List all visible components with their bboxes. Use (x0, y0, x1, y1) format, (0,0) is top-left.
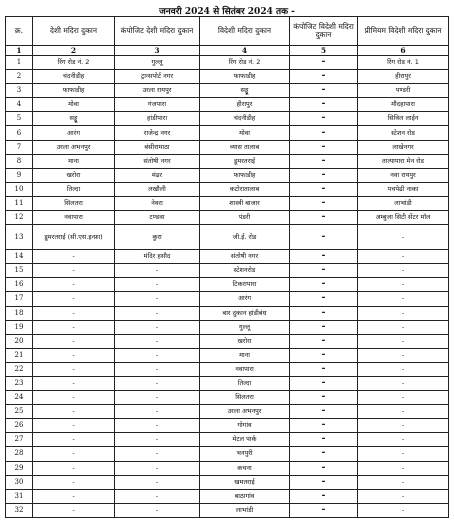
table-cell: अम्बुजा सिटी सेंटर मॉल (358, 211, 449, 225)
header-cell: विदेशी मदिरा दुकान (200, 17, 290, 46)
table-cell: - (33, 362, 115, 376)
serial-cell: 13 (6, 225, 33, 250)
table-cell: भनपुरी (200, 447, 290, 461)
table-row (6, 376, 449, 390)
serial-cell: 27 (6, 433, 33, 447)
table-cell: मेटल पार्क (200, 433, 290, 447)
table-cell: मंदिर हसौद (115, 250, 200, 264)
table-cell: उरला अभनपुर (200, 405, 290, 419)
column-number: 1 (6, 46, 33, 56)
table-cell: - (290, 225, 358, 250)
table-cell: - (290, 405, 358, 419)
table-cell: मोवा (33, 98, 115, 112)
column-number: 2 (33, 46, 115, 56)
table-cell: - (33, 278, 115, 292)
table-cell: - (290, 447, 358, 461)
table-cell: - (115, 475, 200, 489)
table-cell: टण्डवा (115, 211, 200, 225)
table-cell: टिकरापारा (200, 278, 290, 292)
table-cell: - (33, 419, 115, 433)
table-cell: - (358, 419, 449, 433)
table-body (6, 46, 449, 518)
table-cell: मोवा (200, 126, 290, 140)
table-cell: - (358, 475, 449, 489)
table-cell: बार दुकान हांडीबंध (200, 306, 290, 320)
table-row (6, 334, 449, 348)
table-cell: - (290, 292, 358, 306)
table-cell: संतोषी नगर (200, 250, 290, 264)
serial-cell: 4 (6, 98, 33, 112)
table-row (6, 112, 449, 126)
table-cell: - (290, 278, 358, 292)
table-cell: नवापारा (200, 362, 290, 376)
table-cell: - (115, 278, 200, 292)
table-cell: लखौली (115, 182, 200, 196)
shop-table (5, 16, 449, 518)
table-cell: आरंग (200, 292, 290, 306)
table-cell: - (290, 348, 358, 362)
table-cell: - (33, 292, 115, 306)
table-cell: - (115, 405, 200, 419)
table-cell: - (358, 376, 449, 390)
header-cell: क्र. (6, 17, 33, 46)
table-cell: - (358, 278, 449, 292)
table-cell: - (290, 168, 358, 182)
table-cell: राजेन्द्र नगर (115, 126, 200, 140)
table-cell: सिलतरा (33, 196, 115, 210)
table-cell: - (290, 475, 358, 489)
table-cell: - (33, 348, 115, 362)
table-cell: फाफाडीह (200, 168, 290, 182)
serial-cell: 6 (6, 126, 33, 140)
table-cell: बंसीरामाठा (115, 140, 200, 154)
table-cell: बाठागांव (200, 489, 290, 503)
table-cell: - (358, 292, 449, 306)
table-cell: - (358, 348, 449, 362)
table-cell: - (290, 196, 358, 210)
table-row (6, 126, 449, 140)
table-cell: रिंग रोड नं. 2 (33, 56, 115, 70)
table-cell: - (115, 391, 200, 405)
table-cell: - (115, 348, 200, 362)
table-cell: - (33, 334, 115, 348)
table-cell: सिलतरा (200, 391, 290, 405)
table-cell: - (290, 112, 358, 126)
table-cell: पण्डरी (358, 84, 449, 98)
table-cell: - (290, 391, 358, 405)
table-cell: - (290, 433, 358, 447)
table-cell: गंजपारा (115, 98, 200, 112)
table-cell: - (115, 306, 200, 320)
serial-cell: 20 (6, 334, 33, 348)
table-row (6, 419, 449, 433)
serial-cell: 7 (6, 140, 33, 154)
table-cell: फाफाडीह (200, 70, 290, 84)
table-cell: खरोरा (200, 334, 290, 348)
table-cell: आरंग (33, 126, 115, 140)
table-cell: रिंग रोड नं. 1 (358, 56, 449, 70)
serial-cell: 18 (6, 306, 33, 320)
serial-cell: 23 (6, 376, 33, 390)
table-cell: हांडीपारा (115, 112, 200, 126)
table-cell: फाफाडीह (33, 84, 115, 98)
table-row (6, 348, 449, 362)
table-cell: सिविल लाईन (358, 112, 449, 126)
table-row (6, 306, 449, 320)
table-cell: - (290, 264, 358, 278)
column-number: 5 (290, 46, 358, 56)
table-cell: नेवरा (115, 196, 200, 210)
table-cell: - (33, 433, 115, 447)
table-row (6, 447, 449, 461)
column-number: 3 (115, 46, 200, 56)
table-cell: - (33, 475, 115, 489)
table-cell: सड्डू (200, 84, 290, 98)
table-row (6, 84, 449, 98)
column-number: 4 (200, 46, 290, 56)
serial-cell: 9 (6, 168, 33, 182)
table-cell: - (33, 447, 115, 461)
table-cell: - (115, 489, 200, 503)
table-row (6, 264, 449, 278)
serial-cell: 16 (6, 278, 33, 292)
table-cell: - (290, 362, 358, 376)
table-cell: शास्त्री बाजार (200, 196, 290, 210)
table-cell: - (115, 433, 200, 447)
table-cell: - (115, 334, 200, 348)
table-cell: - (115, 447, 200, 461)
table-row (6, 320, 449, 334)
table-cell: लाभांडी (358, 196, 449, 210)
table-cell: स्टेशन रोड (358, 126, 449, 140)
table-cell: - (115, 264, 200, 278)
serial-cell: 22 (6, 362, 33, 376)
column-number-row (6, 46, 449, 56)
table-cell: - (115, 362, 200, 376)
table-cell: - (358, 391, 449, 405)
table-cell: संतोषी नगर (115, 154, 200, 168)
header-cell: कंपोजिट विदेशी मदिरा दुकान (290, 17, 358, 46)
serial-cell: 10 (6, 182, 33, 196)
table-cell: तिल्दा (200, 376, 290, 390)
table-cell: व्यास तालाब (200, 140, 290, 154)
table-row (6, 405, 449, 419)
serial-cell: 8 (6, 154, 33, 168)
table-cell: हीरापुर (358, 70, 449, 84)
table-cell: हीरापुर (200, 98, 290, 112)
table-cell: सड्डू (33, 112, 115, 126)
table-cell: - (290, 98, 358, 112)
table-cell: - (358, 250, 449, 264)
table-cell: - (358, 405, 449, 419)
table-cell: - (358, 320, 449, 334)
serial-cell: 14 (6, 250, 33, 264)
table-cell: - (33, 391, 115, 405)
table-cell: - (33, 320, 115, 334)
table-cell: - (33, 503, 115, 517)
table-cell: पचपेढी नाका (358, 182, 449, 196)
table-cell: उरला रायपुर (115, 84, 200, 98)
table-cell: - (290, 503, 358, 517)
table-cell: - (290, 70, 358, 84)
header-cell: कंपोजिट देशी मदिरा दुकान (115, 17, 200, 46)
table-cell: - (290, 419, 358, 433)
table-cell: मौदहापारा (358, 98, 449, 112)
table-cell: - (33, 461, 115, 475)
table-row (6, 140, 449, 154)
table-cell: रिंग रोड नं. 2 (200, 56, 290, 70)
table-cell: स्टेशनरोड (200, 264, 290, 278)
table-cell: - (358, 433, 449, 447)
table-cell: - (33, 376, 115, 390)
serial-cell: 5 (6, 112, 33, 126)
table-cell: - (290, 461, 358, 475)
serial-cell: 19 (6, 320, 33, 334)
table-row (6, 211, 449, 225)
table-row (6, 292, 449, 306)
table-cell: गोगांव (200, 419, 290, 433)
table-row (6, 278, 449, 292)
column-number: 6 (358, 46, 449, 56)
table-cell: - (290, 320, 358, 334)
table-cell: ट्रान्सपोर्ट नगर (115, 70, 200, 84)
table-row (6, 250, 449, 264)
serial-cell: 29 (6, 461, 33, 475)
table-cell: - (33, 306, 115, 320)
serial-cell: 24 (6, 391, 33, 405)
table-cell: खमतराई (200, 475, 290, 489)
header-row (6, 17, 449, 46)
table-row (6, 98, 449, 112)
table-row (6, 154, 449, 168)
table-row (6, 182, 449, 196)
table-cell: - (115, 376, 200, 390)
table-row (6, 475, 449, 489)
table-cell: लाभांडी (200, 503, 290, 517)
table-cell: - (358, 306, 449, 320)
table-cell: तात्यापारा मेन रोड (358, 154, 449, 168)
header-cell: देशी मदिरा दुकान (33, 17, 115, 46)
table-cell: - (33, 489, 115, 503)
header-cell: प्रीमियम विदेशी मदिरा दुकान (358, 17, 449, 46)
serial-cell: 30 (6, 475, 33, 489)
table-cell: - (290, 334, 358, 348)
table-cell: चंदनीडीह (200, 112, 290, 126)
table-row (6, 362, 449, 376)
serial-cell: 1 (6, 56, 33, 70)
table-cell: डूमरतराई (सी.एस.इन्फ्रा) (33, 225, 115, 250)
serial-cell: 2 (6, 70, 33, 84)
table-cell: कचना (200, 461, 290, 475)
table-cell: - (290, 306, 358, 320)
table-cell: माना (200, 348, 290, 362)
serial-cell: 31 (6, 489, 33, 503)
table-row (6, 503, 449, 517)
table-cell: मंढर (115, 168, 200, 182)
table-cell: - (33, 250, 115, 264)
table-cell: पंडरी (200, 211, 290, 225)
table-cell: - (358, 225, 449, 250)
serial-cell: 26 (6, 419, 33, 433)
table-cell: - (358, 264, 449, 278)
table-cell: चंदनीडीह (33, 70, 115, 84)
table-cell: तिल्दा (33, 182, 115, 196)
table-cell: - (358, 503, 449, 517)
table-cell: - (115, 292, 200, 306)
table-cell: - (290, 211, 358, 225)
table-cell: - (290, 182, 358, 196)
serial-cell: 11 (6, 196, 33, 210)
table-row (6, 489, 449, 503)
table-cell: - (33, 264, 115, 278)
table-row (6, 391, 449, 405)
serial-cell: 3 (6, 84, 33, 98)
table-cell: - (290, 489, 358, 503)
table-cell: नवापारा (33, 211, 115, 225)
table-cell: गुल्लू (200, 320, 290, 334)
table-cell: कटोरातालाब (200, 182, 290, 196)
table-cell: - (115, 503, 200, 517)
table-row (6, 225, 449, 250)
table-cell: - (290, 376, 358, 390)
table-row (6, 196, 449, 210)
table-row (6, 461, 449, 475)
serial-cell: 25 (6, 405, 33, 419)
table-cell: उरला अभनपुर (33, 140, 115, 154)
table-cell: - (115, 320, 200, 334)
table-cell: - (290, 126, 358, 140)
table-cell: - (358, 461, 449, 475)
table-cell: खरोरा (33, 168, 115, 182)
table-cell: - (33, 405, 115, 419)
table-cell: - (358, 362, 449, 376)
table-cell: - (290, 250, 358, 264)
table-row (6, 70, 449, 84)
table-cell: - (358, 489, 449, 503)
table-cell: जी.ई. रोड (200, 225, 290, 250)
table-cell: - (115, 419, 200, 433)
table-cell: - (290, 140, 358, 154)
table-cell: डूमरतराई (200, 154, 290, 168)
serial-cell: 28 (6, 447, 33, 461)
table-cell: कुरा (115, 225, 200, 250)
table-cell: - (115, 461, 200, 475)
table-cell: - (290, 56, 358, 70)
table-cell: नवा रायपुर (358, 168, 449, 182)
serial-cell: 12 (6, 211, 33, 225)
serial-cell: 15 (6, 264, 33, 278)
table-cell: लाखेनगर (358, 140, 449, 154)
table-cell: - (358, 447, 449, 461)
page-title: जनवरी 2024 से सितंबर 2024 तक - (159, 7, 295, 17)
table-cell: - (358, 334, 449, 348)
table-row (6, 168, 449, 182)
table-cell: - (290, 84, 358, 98)
table-cell: - (290, 154, 358, 168)
table-cell: गुल्लू (115, 56, 200, 70)
serial-cell: 17 (6, 292, 33, 306)
serial-cell: 21 (6, 348, 33, 362)
table-row (6, 433, 449, 447)
serial-cell: 32 (6, 503, 33, 517)
table-row (6, 56, 449, 70)
table-cell: माना (33, 154, 115, 168)
